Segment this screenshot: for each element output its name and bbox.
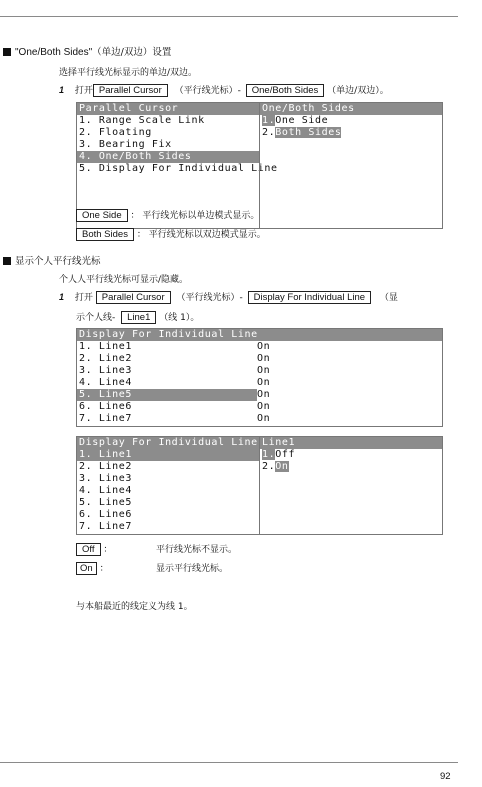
- section2-step: [59, 290, 398, 304]
- line-label: 2. Line2: [79, 353, 132, 364]
- desc-off: [76, 542, 238, 556]
- desc-on: [76, 561, 229, 575]
- option-label: One Side: [275, 115, 329, 126]
- line-label: 3. Line3: [79, 365, 132, 376]
- desc-sep: ：: [103, 545, 113, 555]
- line-row[interactable]: [77, 377, 271, 389]
- desc-both-sides: [76, 227, 266, 241]
- parallel-cursor-menu-key: Parallel Cursor: [93, 84, 168, 97]
- option-label: Both Sides: [275, 127, 342, 138]
- option-number: 2.: [262, 127, 276, 138]
- menu-item[interactable]: 2. Floating: [79, 127, 152, 138]
- menu-right-column: [259, 103, 442, 228]
- section1-step: [59, 83, 389, 97]
- desc-text: 平行线光标不显示。: [156, 545, 238, 555]
- menu-item[interactable]: 2. Line2: [79, 461, 132, 472]
- footer-rule: [0, 762, 458, 763]
- option-number: 1.: [262, 115, 276, 126]
- submenu-option-selected[interactable]: [260, 127, 442, 139]
- desc-sep: ：: [136, 230, 146, 240]
- menu-item[interactable]: 5. Line5: [79, 497, 132, 508]
- option-number: 2.: [262, 461, 276, 472]
- step-text-open: 打开: [74, 293, 93, 303]
- line-value: On: [257, 341, 271, 352]
- section2-title: 显示个人平行线光标: [3, 253, 101, 267]
- line1-menu-key: Line1: [121, 311, 156, 324]
- page-number: 92: [440, 771, 451, 782]
- menu-header: Parallel Cursor: [77, 103, 259, 115]
- desc-sep: ：: [99, 564, 109, 574]
- desc-text: 显示平行线光标。: [156, 564, 229, 574]
- line-label: 1. Line1: [79, 341, 132, 352]
- section1-title-cn: （单边/双边）设置: [92, 47, 172, 58]
- desc-text: 平行线光标以单边模式显示。: [142, 211, 260, 221]
- line-label: 5. Line5: [79, 389, 132, 400]
- menu-item[interactable]: 6. Line6: [79, 509, 132, 520]
- square-bullet-icon: [3, 257, 11, 265]
- option-label: On: [275, 461, 289, 472]
- line-value: On: [257, 377, 271, 388]
- menu-item[interactable]: 5. Display For Individual Line: [79, 163, 278, 174]
- menu-panel-line1: [76, 436, 443, 535]
- section2-note: 与本船最近的线定义为线 1。: [76, 602, 193, 612]
- menu-item[interactable]: 3. Bearing Fix: [79, 139, 172, 150]
- menu-header: Display For Individual Line: [77, 329, 442, 341]
- menu-left-column: [77, 437, 259, 534]
- desc-one-side: [76, 208, 259, 222]
- line-value: On: [257, 389, 271, 400]
- one-both-sides-menu-key: One/Both Sides: [246, 84, 325, 97]
- line-value: On: [257, 401, 271, 412]
- line-row[interactable]: [77, 401, 271, 413]
- step-number: 1: [59, 292, 65, 302]
- key-on: On: [76, 562, 97, 575]
- key-one-side: One Side: [76, 209, 128, 222]
- step-text-mid: （平行线光标）-: [174, 86, 241, 96]
- step-text-mid: （平行线光标）-: [176, 293, 243, 303]
- section2-step-line2: [76, 310, 199, 324]
- submenu-option-selected[interactable]: [260, 461, 442, 473]
- menu-panel-individual-lines: [76, 328, 443, 427]
- menu-item-selected[interactable]: 1. Line1: [77, 449, 259, 461]
- menu-header: Display For Individual Line: [79, 437, 258, 448]
- display-individual-line-menu-key: Display For Individual Line: [248, 291, 371, 304]
- line-label: 6. Line6: [79, 401, 132, 412]
- key-both-sides: Both Sides: [76, 228, 134, 241]
- line-row[interactable]: [77, 365, 271, 377]
- line-label: 7. Line7: [79, 413, 132, 424]
- section1-intro: 选择平行线光标显示的单边/双边。: [59, 68, 198, 78]
- menu-item[interactable]: 4. Line4: [79, 485, 132, 496]
- option-label: Off: [275, 449, 296, 460]
- step-text-open: 打开: [74, 86, 93, 96]
- desc-sep: ：: [130, 211, 140, 221]
- option-number: 1.: [262, 449, 276, 460]
- square-bullet-icon: [3, 48, 11, 56]
- menu-item[interactable]: 7. Line7: [79, 521, 132, 532]
- line-row[interactable]: [77, 413, 271, 425]
- line-row-selected[interactable]: [77, 389, 271, 401]
- submenu-header: One/Both Sides: [260, 103, 442, 115]
- menu-item[interactable]: 3. Line3: [79, 473, 132, 484]
- menu-right-column: [259, 437, 442, 534]
- key-off: Off: [76, 543, 101, 556]
- header-rule: [0, 16, 458, 17]
- line-value: On: [257, 353, 271, 364]
- step-number: 1: [59, 85, 65, 95]
- line-value: On: [257, 365, 271, 376]
- step-text-line2-tail: （线 1）。: [159, 313, 200, 323]
- desc-text: 平行线光标以双边模式显示。: [148, 230, 266, 240]
- line-row[interactable]: [77, 341, 271, 353]
- section1-title: "One/Both Sides"（单边/双边）设置: [3, 44, 171, 58]
- line-value: On: [257, 413, 271, 424]
- menu-item-selected[interactable]: 4. One/Both Sides: [77, 151, 259, 163]
- parallel-cursor-menu-key: Parallel Cursor: [96, 291, 171, 304]
- line-label: 4. Line4: [79, 377, 132, 388]
- submenu-option[interactable]: [260, 115, 442, 127]
- section2-intro: 个人人平行线光标可显示/隐藏。: [59, 275, 189, 285]
- step-text-tail: （单边/双边）。: [327, 86, 389, 96]
- line-row[interactable]: [77, 353, 271, 365]
- step-text-tail: （显: [379, 293, 398, 303]
- menu-item[interactable]: 1. Range Scale Link: [79, 115, 205, 126]
- submenu-header: Line1: [260, 437, 442, 449]
- step-text-line2: 示个人线-: [76, 313, 116, 323]
- submenu-option[interactable]: [260, 449, 442, 461]
